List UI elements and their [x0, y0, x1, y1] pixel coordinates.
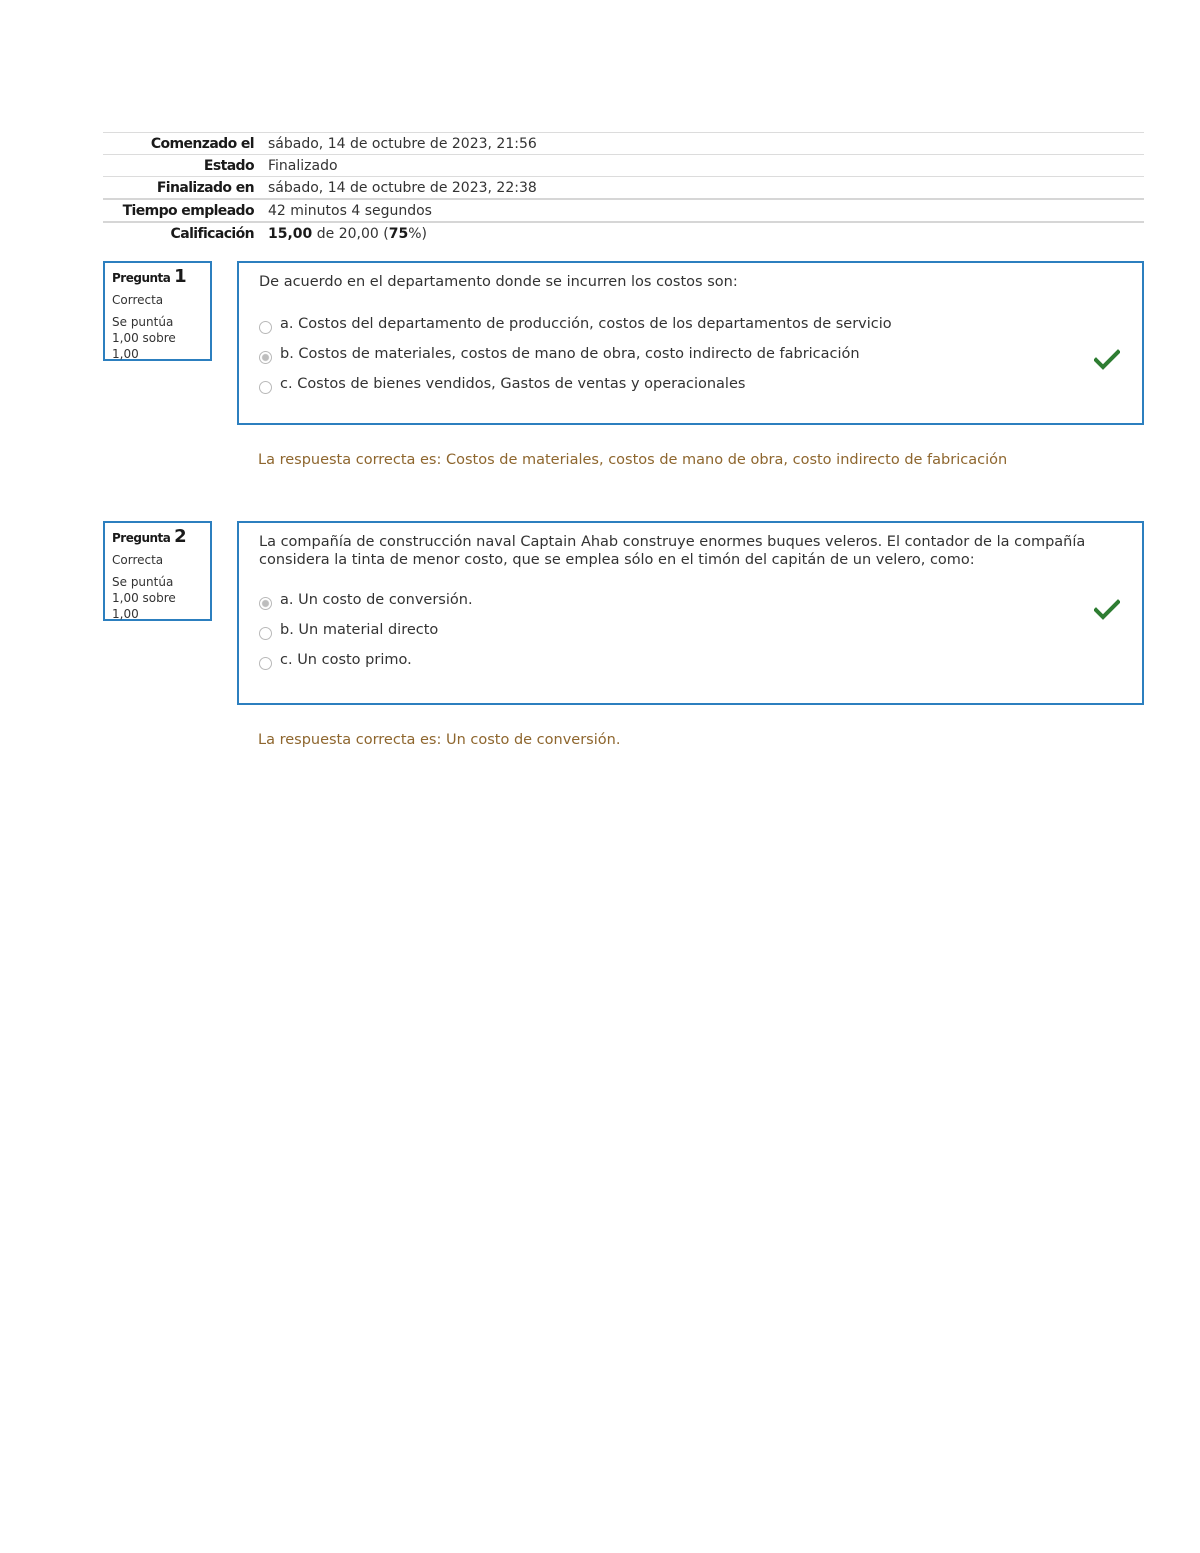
question-1-info [103, 261, 212, 361]
question-2-text: La compañía de construcción naval Captain Ahab construye enormes buques veleros. El contador de la compañía considera la tinta de menor costo, que se emplea sólo en el timón del capitán de un velero, como: [259, 534, 1086, 568]
radio-button-selected [259, 351, 272, 364]
question-1-grade: Se puntúa 1,00 sobre 1,00 [112, 315, 176, 361]
summary-row-state [103, 155, 1144, 177]
question-2-grade: Se puntúa 1,00 sobre 1,00 [112, 575, 176, 621]
state-value: Finalizado [268, 155, 1144, 177]
grade-value [268, 222, 1144, 244]
question-1-number: Pregunta 1 [112, 266, 187, 287]
option-label: b. Costos de materiales, costos de mano de obra, costo indirecto de fabricación [280, 346, 860, 362]
time-label: Tiempo empleado [103, 199, 268, 222]
option-label: c. Costos de bienes vendidos, Gastos de ventas y operacionales [280, 376, 746, 392]
option-label: a. Costos del departamento de producción, costos de los departamentos de servicio [280, 316, 892, 332]
question-1-text: De acuerdo en el departamento donde se incurren los costos son: [259, 274, 738, 290]
question-1-option-a [259, 309, 1122, 339]
started-label: Comenzado el [103, 133, 268, 155]
question-2-feedback: La respuesta correcta es: Un costo de conversión. [258, 732, 621, 748]
question-2-state: Correcta [112, 553, 164, 567]
summary-row-started [103, 133, 1144, 155]
question-2-answers [259, 585, 1122, 675]
question-1-option-c [259, 369, 1122, 399]
summary-row-finished [103, 177, 1144, 200]
grade-of: de 20,00 ( [316, 225, 389, 242]
question-2-info [103, 521, 212, 621]
option-label: a. Un costo de conversión. [280, 592, 473, 608]
grade-label: Calificación [103, 222, 268, 244]
summary-row-time [103, 199, 1144, 222]
option-label: c. Un costo primo. [280, 652, 412, 668]
option-label: b. Un material directo [280, 622, 439, 638]
question-2-option-c [259, 645, 1122, 675]
question-1-state: Correcta [112, 293, 164, 307]
question-2-content [237, 521, 1144, 705]
radio-button-selected [259, 597, 272, 610]
question-1-option-b [259, 339, 1122, 369]
grade-percent: 75 [388, 225, 409, 242]
radio-button [259, 381, 272, 394]
started-value: sábado, 14 de octubre de 2023, 21:56 [268, 133, 1144, 155]
grade-suffix: %) [408, 225, 427, 242]
radio-button [259, 321, 272, 334]
grade-score: 15,00 [268, 225, 313, 242]
summary-row-grade [103, 222, 1144, 244]
question-1-feedback: La respuesta correcta es: Costos de materiales, costos de mano de obra, costo indirecto de fabricación [258, 452, 1008, 468]
correct-check-icon [1094, 599, 1120, 621]
question-2-number: Pregunta 2 [112, 526, 187, 547]
question-2-option-a [259, 585, 1122, 615]
question-1-answers [259, 309, 1122, 399]
finished-value: sábado, 14 de octubre de 2023, 22:38 [268, 177, 1144, 200]
attempt-summary-table [103, 132, 1144, 244]
radio-button [259, 657, 272, 670]
state-label: Estado [103, 155, 268, 177]
finished-label: Finalizado en [103, 177, 268, 200]
time-value: 42 minutos 4 segundos [268, 199, 1144, 222]
correct-check-icon [1094, 349, 1120, 371]
question-1-content [237, 261, 1144, 425]
question-2-option-b [259, 615, 1122, 645]
radio-button [259, 627, 272, 640]
